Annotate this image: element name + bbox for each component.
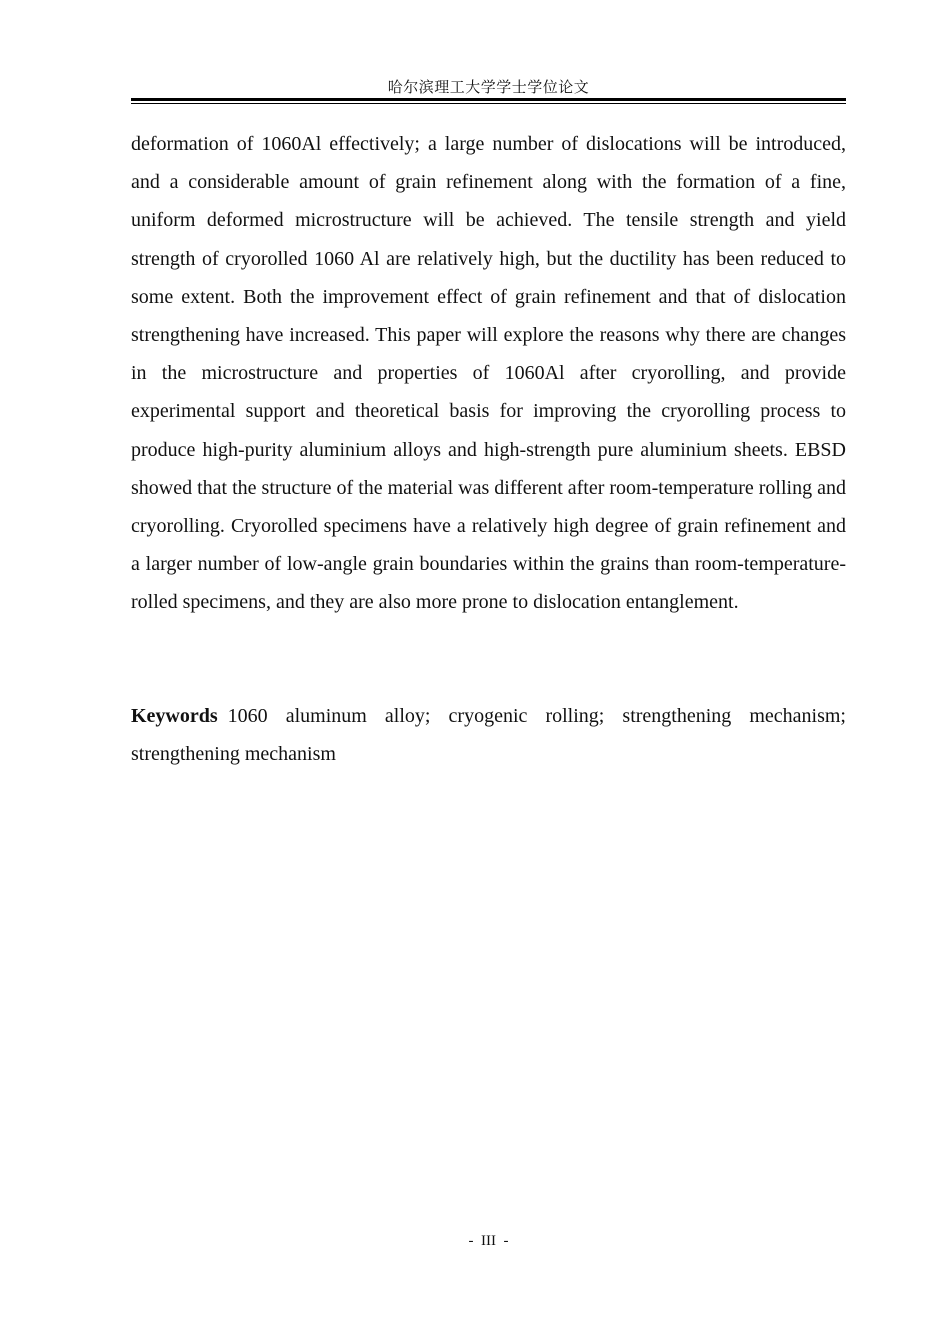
abstract-paragraph: deformation of 1060Al effectively; a large number of dislocations will be introduced, and a considerable amount of grain refinement along with the formation of a fine, uniform deformed microstructure will be achieved. The tensile strength and yield strength of cryorolled 1060 Al are relatively high, but the ductility has been reduced to some extent. Both the improvement effect of grain refinement and that of dislocation strengthening have increased. This paper will explore the reasons why there are changes in the microstructure and properties of 1060Al after cryorolling, and provide experimental support and theoretical basis for improving the cryorolling process to produce high-purity aluminium alloys and high-strength pure aluminium sheets. EBSD showed that the structure of the material was different after room-temperature rolling and cryorolling. Cryorolled specimens have a relatively high degree of grain refinement and a larger number of low-angle grain boundaries within the grains than room-temperature-rolled specimens, and they are also more prone to dislocation entanglement.: [131, 133, 846, 614]
running-header-title: 哈尔滨理工大学学士学位论文: [387, 80, 590, 96]
keywords-label: Keywords: [131, 705, 218, 727]
header-rule-thick: [131, 98, 846, 101]
keywords-text: 1060 aluminum alloy; cryogenic rolling; strengthening mechanism; strengthening mechanism: [131, 705, 846, 765]
keywords-line: [131, 697, 846, 773]
page-number: - III -: [468, 1233, 509, 1249]
header-rule-thin: [131, 103, 846, 104]
